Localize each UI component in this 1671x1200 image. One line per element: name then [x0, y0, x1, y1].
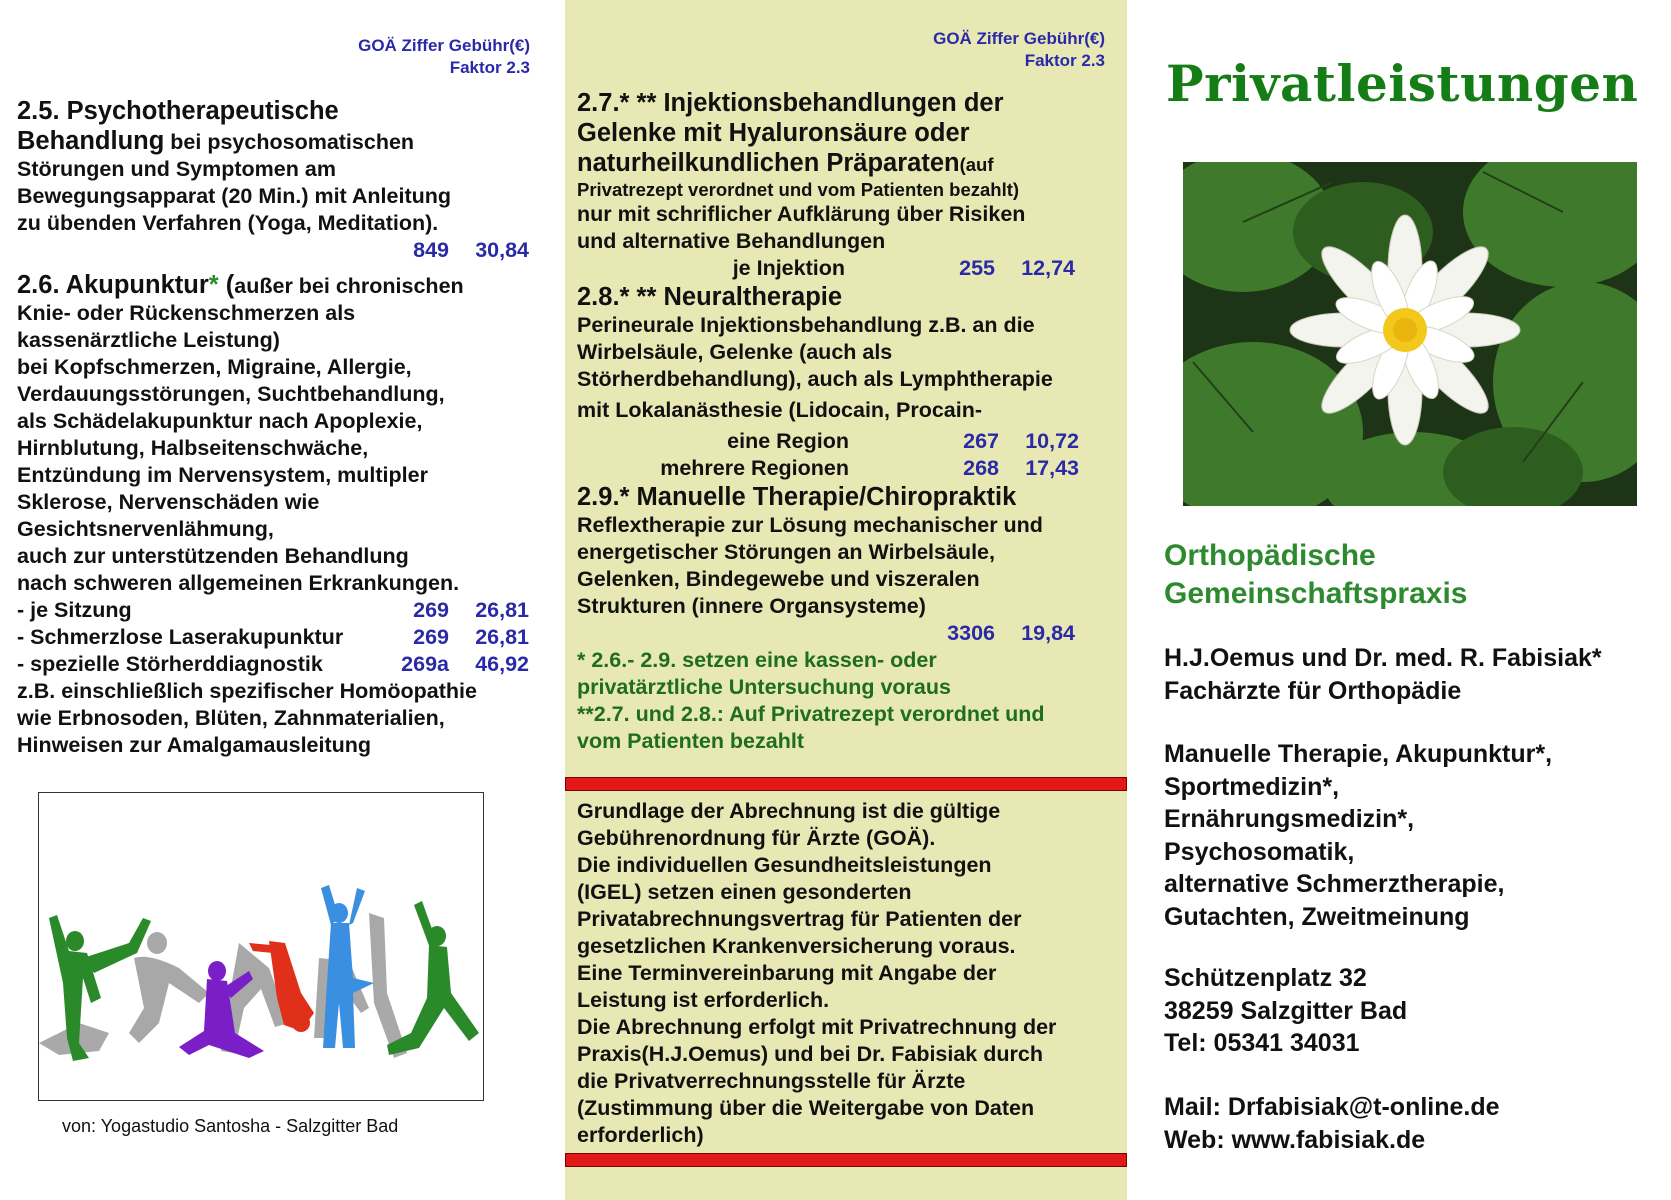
- goa-code: 267: [963, 429, 999, 453]
- text-line: Sklerose, Nervenschäden wie: [17, 490, 320, 514]
- goa-code: 269: [413, 625, 449, 649]
- image-credit: von: Yogastudio Santosha - Salzgitter Bad: [62, 1116, 399, 1136]
- row-label: mehrere Regionen: [660, 456, 849, 480]
- fee: 10,72: [1025, 429, 1079, 453]
- billing-line: Privatabrechnungsvertrag für Patienten der: [577, 907, 1022, 931]
- text-line: Hirnblutung, Halbseitenschwäche,: [17, 436, 369, 460]
- text-line: z.B. einschließlich spezifischer Homöopathie: [17, 679, 477, 703]
- text-line: mit Lokalanästhesie (Lidocain, Procain-: [577, 398, 983, 422]
- price-row: [17, 597, 537, 624]
- goa-code: 255: [959, 256, 995, 280]
- fee: 46,92: [475, 652, 529, 676]
- text-line: zu übenden Verfahren (Yoga, Meditation).: [17, 211, 439, 235]
- middle-panel: [565, 0, 1127, 1200]
- goa-code: 269a: [401, 652, 449, 676]
- text-line: wie Erbnosoden, Blüten, Zahnmaterialien,: [17, 706, 445, 730]
- section-title-rest: bei psychosomatischen: [164, 130, 415, 154]
- service-item: Sportmedizin*,: [1164, 772, 1340, 801]
- section-title: naturheilkundlichen Präparaten: [577, 149, 960, 177]
- billing-line: Grundlage der Abrechnung ist die gültige: [577, 799, 1001, 823]
- footnote-line: privatärztliche Untersuchung voraus: [577, 675, 951, 699]
- price-row: [17, 624, 537, 651]
- text-line: als Schädelakupunktur nach Apoplexie,: [17, 409, 423, 433]
- service-item: Gutachten, Zweitmeinung: [1164, 902, 1470, 931]
- text-line: Reflextherapie zur Lösung mechanischer und: [577, 513, 1043, 537]
- address: [1164, 962, 1407, 1060]
- text-line: Gelenken, Bindegewebe und viszeralen: [577, 567, 980, 591]
- specialty: Fachärzte für Orthopädie: [1164, 676, 1462, 705]
- text-line: energetischer Störungen an Wirbelsäule,: [577, 540, 995, 564]
- small-note: Privatrezept verordnet und vom Patienten bezahlt): [577, 179, 1020, 200]
- section-title: 2.7.* ** Injektionsbehandlungen der: [577, 89, 1004, 117]
- doctor-names: H.J.Oemus und Dr. med. R. Fabisiak*: [1164, 644, 1602, 672]
- billing-line: Gebührenordnung für Ärzte (GOÄ).: [577, 826, 936, 850]
- row-label: je Injektion: [732, 256, 845, 280]
- text-line: Entzündung im Nervensystem, multipler: [17, 463, 428, 487]
- yoga-illustration: [38, 792, 484, 1101]
- services-list: [1164, 738, 1552, 933]
- price-row: [577, 455, 1097, 482]
- fee: 12,74: [1021, 256, 1075, 280]
- row-label: - spezielle Störherddiagnostik: [17, 652, 323, 676]
- text-line: bei Kopfschmerzen, Migraine, Allergie,: [17, 355, 412, 379]
- text-line: Störungen und Symptomen am: [17, 157, 336, 181]
- service-item: Psychosomatik,: [1164, 837, 1355, 866]
- footnote-line: * 2.6.- 2.9. setzen eine kassen- oder: [577, 648, 937, 672]
- title-note: (auf: [959, 154, 994, 175]
- footnotes: [577, 647, 1097, 755]
- goa-code: 268: [963, 456, 999, 480]
- service-item: alternative Schmerztherapie,: [1164, 870, 1505, 898]
- street: Schützenplatz 32: [1164, 964, 1367, 992]
- footnote-line: vom Patienten bezahlt: [577, 729, 804, 753]
- factor-label: Faktor 2.3: [449, 58, 530, 77]
- phone: Tel: 05341 34031: [1164, 1029, 1360, 1057]
- service-item: Manuelle Therapie, Akupunktur*,: [1164, 740, 1553, 768]
- price-row: [17, 237, 537, 264]
- billing-line: Praxis(H.J.Oemus) und bei Dr. Fabisiak durch: [577, 1042, 1043, 1066]
- website-link[interactable]: Web: www.fabisiak.de: [1164, 1125, 1426, 1154]
- goa-header-middle: [855, 28, 1105, 72]
- left-panel: [0, 0, 565, 1200]
- service-item: Ernährungsmedizin*,: [1164, 805, 1415, 833]
- star-marker: *: [208, 271, 219, 299]
- section-2-5: [17, 96, 537, 759]
- row-label: eine Region: [727, 429, 849, 453]
- section-title-2: Behandlung: [17, 127, 165, 155]
- billing-line: (IGEL) setzen einen gesonderten: [577, 880, 912, 904]
- water-lily-image: [1183, 162, 1637, 506]
- billing-info: [577, 798, 1107, 1149]
- text-line: Störherdbehandlung), auch als Lymphtherapie: [577, 367, 1053, 391]
- text-line: Perineurale Injektionsbehandlung z.B. an die: [577, 313, 1035, 337]
- section-2-6-body: [17, 300, 537, 597]
- fee: 26,81: [475, 598, 529, 622]
- factor-label: Faktor 2.3: [1024, 51, 1105, 70]
- price-row: [17, 651, 537, 678]
- text-line: Bewegungsapparat (20 Min.) mit Anleitung: [17, 184, 452, 208]
- practice-line: Orthopädische: [1164, 539, 1376, 572]
- price-row: [577, 428, 1097, 455]
- text-line: und alternative Behandlungen: [577, 229, 886, 253]
- text-line: kassenärztliche Leistung): [17, 328, 280, 352]
- water-lily-photo: [1183, 162, 1637, 506]
- text-line: Strukturen (innere Organsysteme): [577, 594, 926, 618]
- practice-name: [1164, 537, 1467, 613]
- red-divider: [565, 1153, 1127, 1167]
- billing-line: Leistung ist erforderlich.: [577, 988, 830, 1012]
- section-title: 2.5. Psychotherapeutische: [17, 97, 339, 125]
- row-label: - Schmerzlose Laserakupunktur: [17, 625, 344, 649]
- goa-code: 849: [413, 238, 449, 262]
- doctors: [1164, 642, 1602, 707]
- billing-line: (Zustimmung über die Weitergabe von Daten: [577, 1096, 1035, 1120]
- email-link[interactable]: Mail: Drfabisiak@t-online.de: [1164, 1093, 1500, 1121]
- billing-line: die Privatverrechnungsstelle für Ärzte: [577, 1069, 966, 1093]
- section-title: Gelenke mit Hyaluronsäure oder: [577, 119, 970, 147]
- goa-code: 269: [413, 598, 449, 622]
- section-title-rest: außer bei chronischen: [234, 274, 464, 298]
- brochure-title: Privatleistungen: [1166, 54, 1639, 113]
- fee: 26,81: [475, 625, 529, 649]
- price-row: [577, 620, 1097, 647]
- fee: 19,84: [1021, 621, 1075, 645]
- goa-code: 3306: [947, 621, 995, 645]
- text-line: Hinweisen zur Amalgamausleitung: [17, 733, 372, 757]
- price-row: [577, 255, 1097, 282]
- section-title: 2.8.* ** Neuraltherapie: [577, 283, 843, 311]
- fee: 17,43: [1025, 456, 1079, 480]
- contact: [1164, 1091, 1500, 1156]
- billing-line: Eine Terminvereinbarung mit Angabe der: [577, 961, 997, 985]
- goa-label: GOÄ Ziffer Gebühr(€): [933, 29, 1105, 48]
- practice-line: Gemeinschaftspraxis: [1164, 577, 1468, 610]
- text-line: Gesichtsnervenlähmung,: [17, 517, 274, 541]
- text-line: auch zur unterstützenden Behandlung: [17, 544, 409, 568]
- text-line: Verdauungsstörungen, Suchtbehandlung,: [17, 382, 445, 406]
- footnote-line: **2.7. und 2.8.: Auf Privatrezept verordnet und: [577, 702, 1045, 726]
- text-line: Wirbelsäule, Gelenke (auch als: [577, 340, 893, 364]
- goa-header-left: [290, 35, 530, 79]
- section-2-7: [577, 88, 1097, 755]
- billing-line: gesetzlichen Krankenversicherung voraus.: [577, 934, 1016, 958]
- billing-line: Die Abrechnung erfolgt mit Privatrechnung der: [577, 1015, 1057, 1039]
- section-title: 2.6. Akupunktur: [17, 271, 209, 299]
- text-line: nur mit schriflicher Aufklärung über Risiken: [577, 202, 1026, 226]
- red-divider: [565, 777, 1127, 791]
- city: 38259 Salzgitter Bad: [1164, 996, 1408, 1025]
- billing-line: Die individuellen Gesundheitsleistungen: [577, 853, 992, 877]
- text-line: Knie- oder Rückenschmerzen als: [17, 301, 356, 325]
- row-label: - je Sitzung: [17, 598, 132, 622]
- section-title: 2.9.* Manuelle Therapie/Chiropraktik: [577, 483, 1017, 511]
- billing-line: erforderlich): [577, 1123, 704, 1147]
- fee: 30,84: [475, 238, 529, 262]
- goa-label: GOÄ Ziffer Gebühr(€): [358, 36, 530, 55]
- text-line: nach schweren allgemeinen Erkrankungen.: [17, 571, 460, 595]
- yoga-figures-image: [39, 793, 484, 1101]
- paren: (: [218, 271, 235, 299]
